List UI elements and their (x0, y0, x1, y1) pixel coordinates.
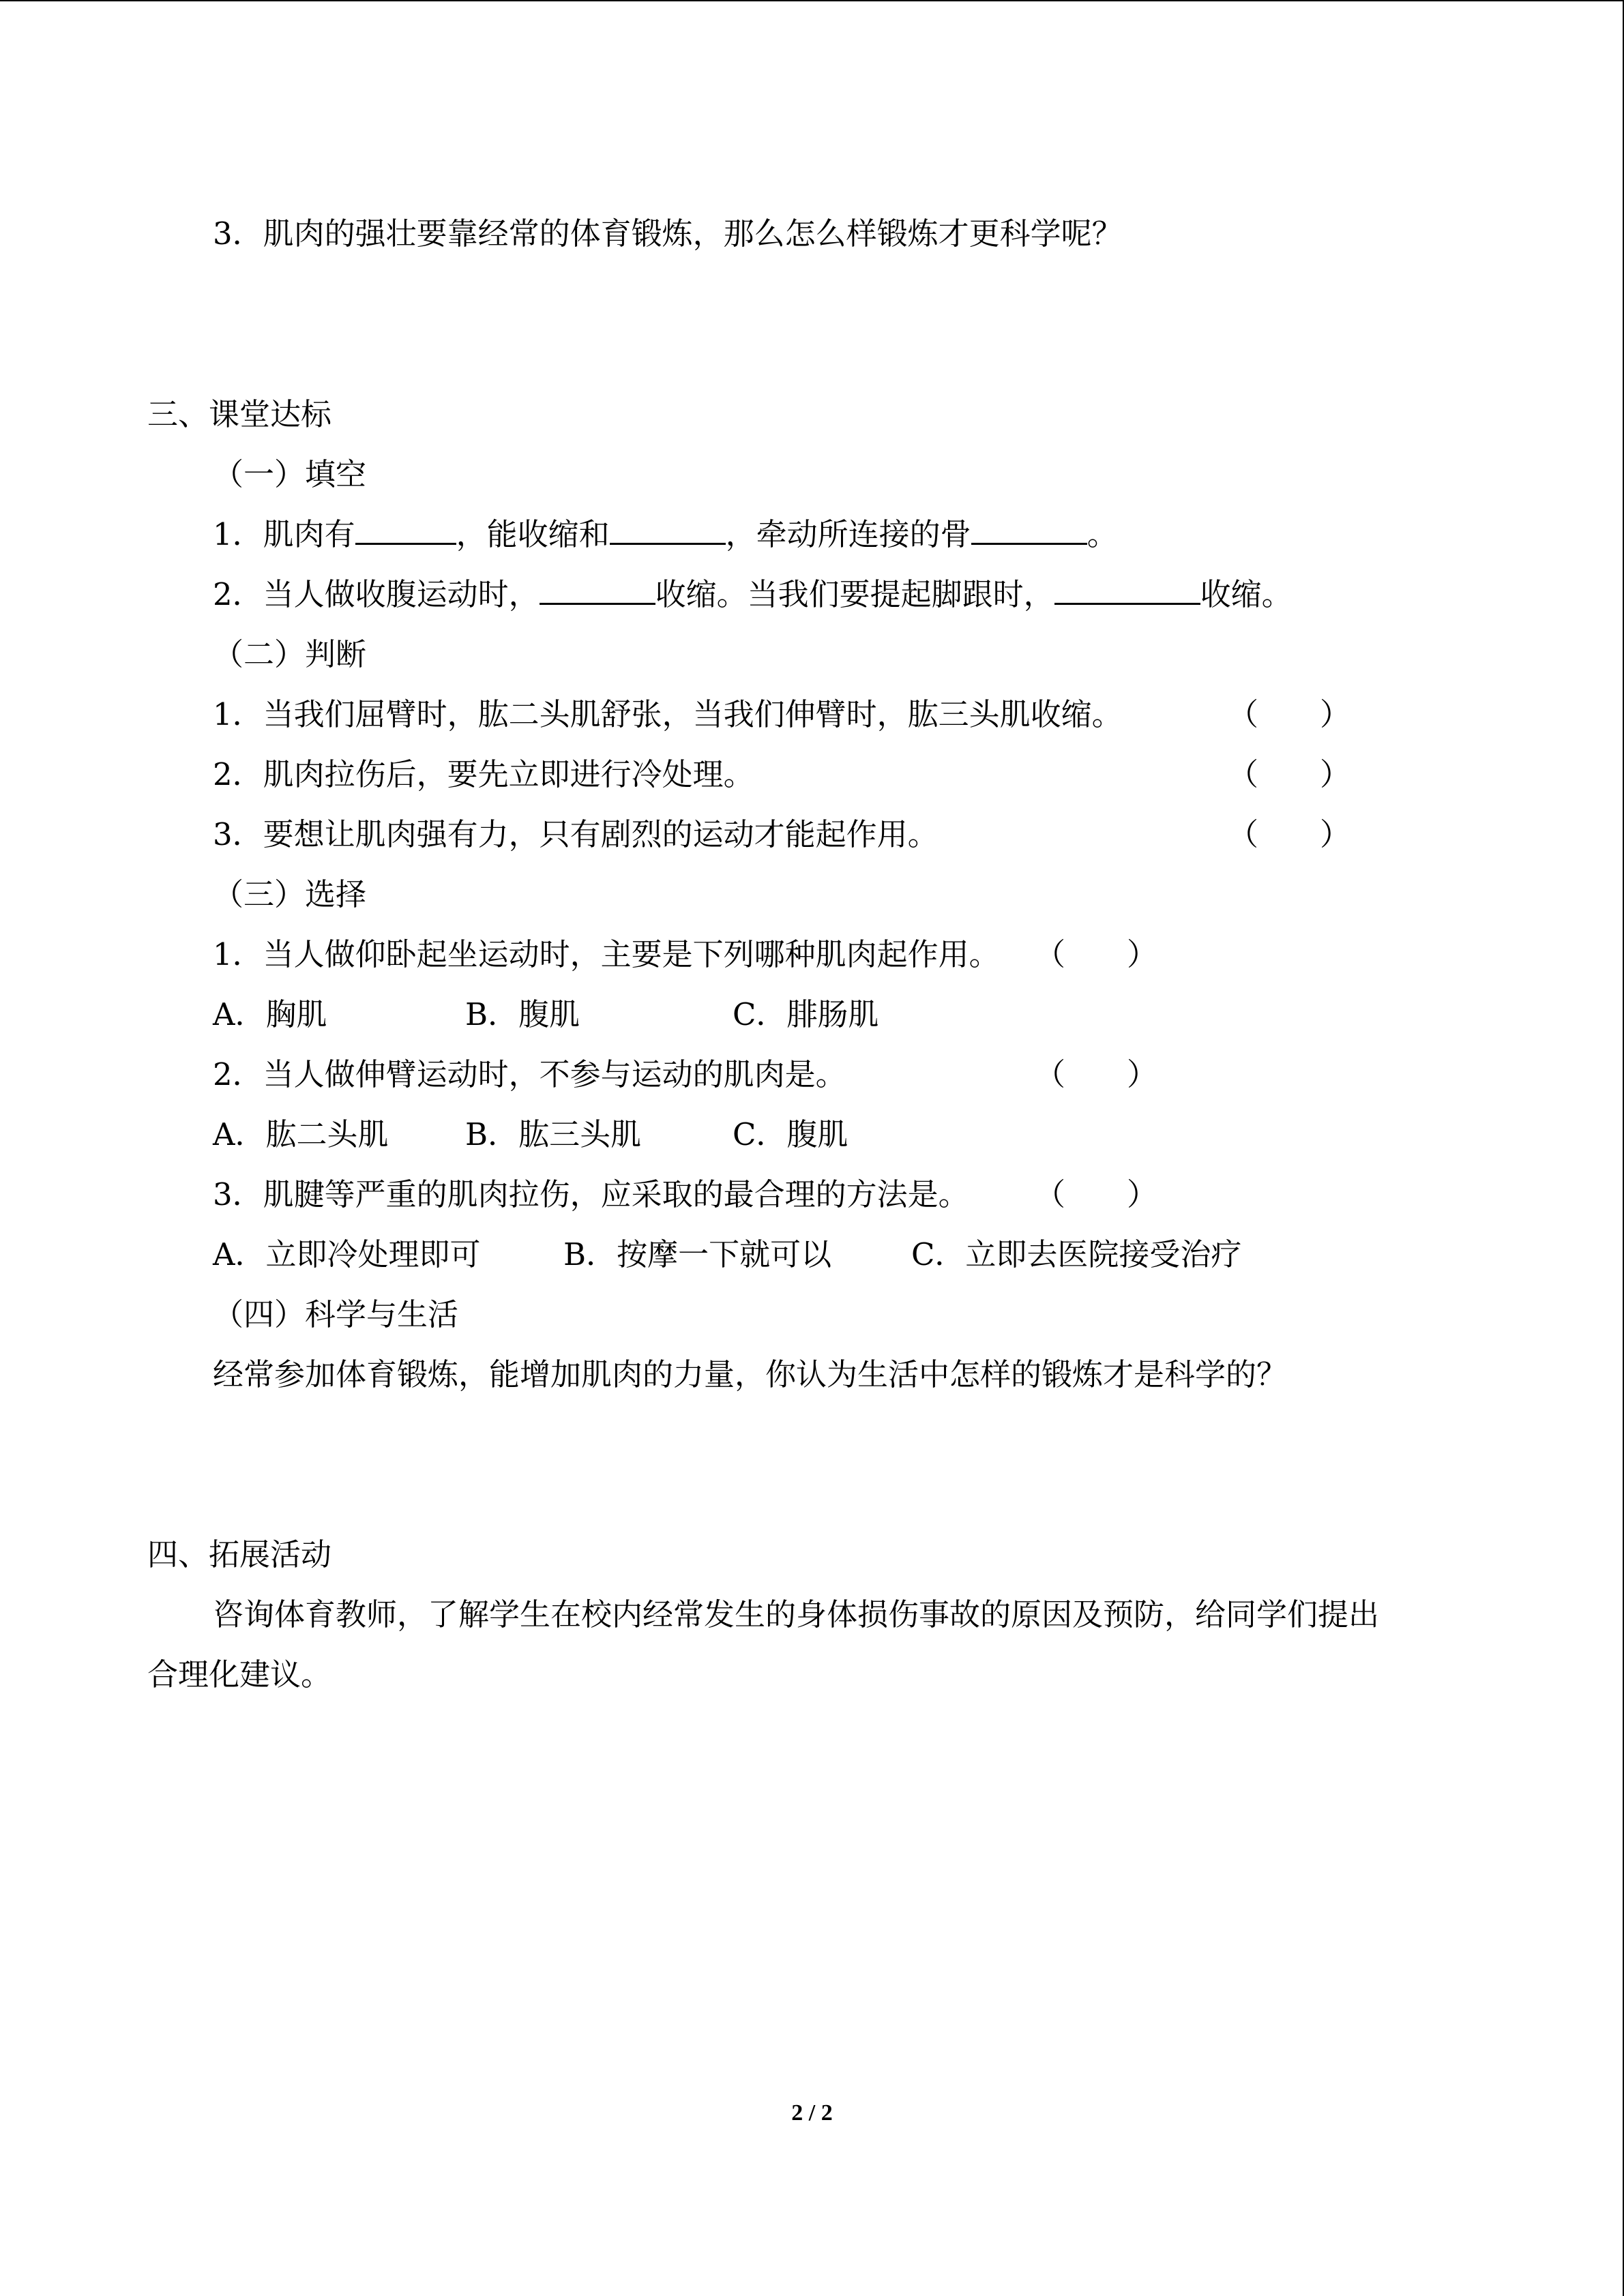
fill-blank-question-1 (213, 516, 1118, 554)
extension-text-line-2: 合理化建议。 (147, 1656, 332, 1693)
blank-4[interactable] (540, 576, 655, 605)
judge-item-2: 2．肌肉拉伤后，要先立即进行冷处理。 (213, 756, 754, 792)
choice-1-option-c[interactable]: C．腓肠肌 (733, 996, 879, 1032)
choice-question-2: 2．当人做伸臂运动时，不参与运动的肌肉是。 (213, 1056, 846, 1092)
judge-answer-1[interactable]: （ ） (1228, 696, 1351, 732)
science-life-title: （四）科学与生活 (213, 1296, 459, 1332)
judge-answer-3[interactable]: （ ） (1228, 816, 1351, 852)
science-life-question: 经常参加体育锻炼，能增加肌肉的力量，你认为生活中怎样的锻炼才是科学的？ (213, 1356, 1288, 1392)
q2-text-c: 收缩。 (1200, 576, 1293, 612)
choice-question-1: 1．当人做仰卧起坐运动时，主要是下列哪种肌肉起作用。 (213, 936, 1000, 972)
page-number: 2 / 2 (791, 2100, 833, 2126)
blank-1[interactable] (355, 516, 456, 545)
fill-blank-title: （一）填空 (213, 456, 367, 492)
choice-1-option-b[interactable]: B．腹肌 (465, 996, 580, 1032)
choice-3-option-c[interactable]: C．立即去医院接受治疗 (911, 1236, 1242, 1272)
fill-blank-question-2 (213, 576, 1293, 614)
blank-5[interactable] (1054, 576, 1200, 605)
blank-2[interactable] (610, 516, 726, 545)
section-4-title: 四、拓展活动 (147, 1536, 332, 1572)
q1-text-b: ，能收缩和 (456, 516, 610, 552)
choice-2-option-a[interactable]: A．肱二头肌 (213, 1116, 389, 1152)
choice-title: （三）选择 (213, 876, 367, 912)
section-3-title: 三、课堂达标 (147, 396, 332, 432)
q2-num: 2． (213, 576, 263, 612)
choice-question-3: 3．肌腱等严重的肌肉拉伤，应采取的最合理的方法是。 (213, 1176, 969, 1212)
choice-answer-2[interactable]: （ ） (1035, 1056, 1158, 1092)
extension-text-line-1: 咨询体育教师，了解学生在校内经常发生的身体损伤事故的原因及预防，给同学们提出 (213, 1596, 1380, 1632)
q1-text-a: 肌肉有 (263, 516, 355, 552)
choice-answer-1[interactable]: （ ） (1035, 936, 1158, 972)
choice-1-option-a[interactable]: A．胸肌 (213, 996, 327, 1032)
question-3-exercise: 3．肌肉的强壮要靠经常的体育锻炼，那么怎么样锻炼才更科学呢？ (213, 215, 1123, 252)
blank-3[interactable] (971, 516, 1087, 545)
choice-answer-3[interactable]: （ ） (1035, 1176, 1158, 1212)
q2-text-a: 当人做收腹运动时， (263, 576, 540, 612)
q1-text-c: ，牵动所连接的骨 (725, 516, 971, 552)
judge-item-3: 3．要想让肌肉强有力，只有剧烈的运动才能起作用。 (213, 816, 939, 852)
choice-3-option-b[interactable]: B．按摩一下就可以 (563, 1236, 832, 1272)
choice-2-option-b[interactable]: B．肱三头肌 (465, 1116, 642, 1152)
choice-3-option-a[interactable]: A．立即冷处理即可 (213, 1236, 481, 1272)
choice-2-option-c[interactable]: C．腹肌 (733, 1116, 848, 1152)
judge-answer-2[interactable]: （ ） (1228, 756, 1351, 792)
judge-title: （二）判断 (213, 636, 367, 672)
q1-num: 1． (213, 516, 263, 552)
q2-text-b: 收缩。当我们要提起脚跟时， (655, 576, 1054, 612)
judge-item-1: 1．当我们屈臂时，肱二头肌舒张，当我们伸臂时，肱三头肌收缩。 (213, 696, 1123, 732)
q1-text-d: 。 (1087, 516, 1118, 552)
